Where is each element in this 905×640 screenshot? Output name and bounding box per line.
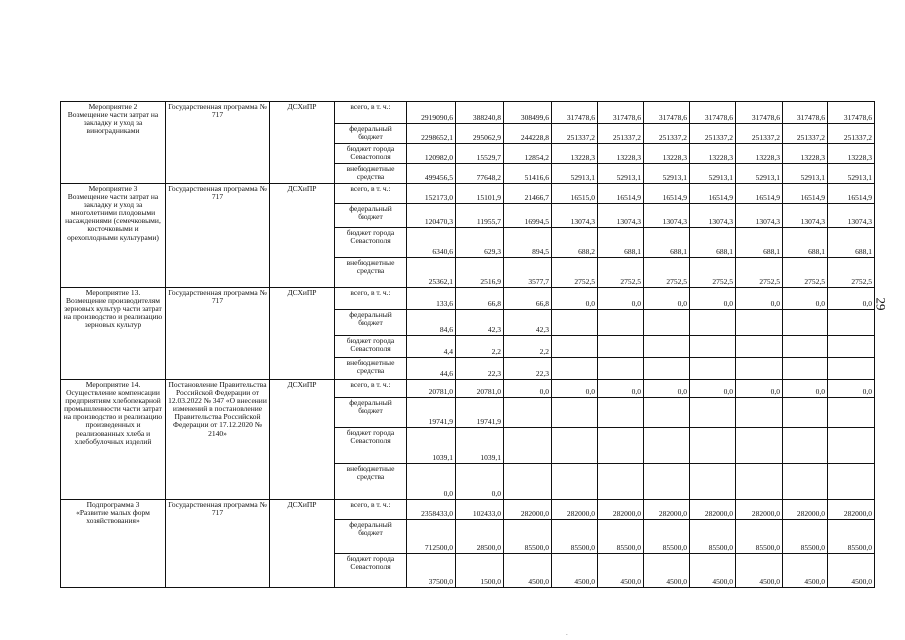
amount-cell: [690, 358, 736, 380]
amount-cell: 120470,3: [407, 204, 456, 228]
amount-cell: 0,0: [407, 464, 456, 500]
amount-cell: 13074,3: [736, 204, 783, 228]
amount-cell: 282000,0: [644, 500, 690, 520]
amount-cell: 4500,0: [736, 554, 783, 588]
amount-cell: 688,1: [828, 228, 875, 258]
amount-cell: 13228,3: [552, 144, 598, 164]
measure-name-cell: Мероприятие 13. Возмещение производителям зерновых культур части затрат на производство и реализацию зерновых культур: [61, 288, 166, 380]
amount-cell: [736, 398, 783, 428]
amount-cell: 2919090,6: [407, 102, 456, 124]
funding-source-cell: федеральный бюджет: [335, 520, 407, 554]
basis-cell: Государственная программа № 717: [166, 288, 270, 380]
amount-cell: 499456,5: [407, 164, 456, 184]
amount-cell: 1039,1: [456, 428, 504, 464]
amount-cell: 282000,0: [783, 500, 828, 520]
amount-cell: 251337,2: [598, 124, 644, 144]
amount-cell: 2752,5: [552, 258, 598, 288]
measure-name-cell: Мероприятие 3 Возмещение части затрат на закладку и уход за многолетними плодовыми насаждениями (семечковыми, косточковыми и орехоплодными культурами): [61, 184, 166, 288]
amount-cell: 688,1: [598, 228, 644, 258]
amount-cell: 2516,9: [456, 258, 504, 288]
amount-cell: 52913,1: [828, 164, 875, 184]
funding-source-cell: внебюджетные средства: [335, 258, 407, 288]
amount-cell: 16514,9: [783, 184, 828, 204]
amount-cell: [828, 336, 875, 358]
amount-cell: 85500,0: [504, 520, 552, 554]
amount-cell: 66,8: [504, 288, 552, 310]
measure-name-cell: Мероприятие 14. Осуществление компенсации предприятиям хлебопекарной промышленности части затрат на производство и реализацию произведенных и реализованных хлеба и хлебобулочных изделий: [61, 380, 166, 500]
amount-cell: 251337,2: [644, 124, 690, 144]
amount-cell: [504, 464, 552, 500]
amount-cell: 13228,3: [644, 144, 690, 164]
amount-cell: 4500,0: [783, 554, 828, 588]
basis-cell: Государственная программа № 717: [166, 102, 270, 184]
executor-cell: ДСХиПР: [270, 184, 335, 288]
amount-cell: 52913,1: [552, 164, 598, 184]
basis-cell: Постановление Правительства Российской Федерации от 12.03.2022 № 347 «О внесении изменений в постановление Правительства Российской Федерации от 17.12.2020 № 2140»: [166, 380, 270, 500]
budget-table-body: [61, 102, 875, 588]
amount-cell: 688,1: [644, 228, 690, 258]
amount-cell: [644, 428, 690, 464]
executor-cell: ДСХиПР: [270, 380, 335, 500]
amount-cell: [552, 398, 598, 428]
amount-cell: 15529,7: [456, 144, 504, 164]
amount-cell: 282000,0: [736, 500, 783, 520]
funding-source-cell: федеральный бюджет: [335, 124, 407, 144]
amount-cell: 2752,5: [598, 258, 644, 288]
amount-cell: 51416,6: [504, 164, 552, 184]
amount-cell: 20781,0: [407, 380, 456, 398]
amount-cell: 16994,5: [504, 204, 552, 228]
funding-source-cell: федеральный бюджет: [335, 398, 407, 428]
amount-cell: 688,1: [783, 228, 828, 258]
page-number: 29: [873, 297, 889, 311]
funding-source-cell: внебюджетные средства: [335, 464, 407, 500]
amount-cell: 2358433,0: [407, 500, 456, 520]
table-row: [61, 184, 875, 204]
amount-cell: 4500,0: [598, 554, 644, 588]
table-row: [61, 102, 875, 124]
amount-cell: 282000,0: [690, 500, 736, 520]
amount-cell: 133,6: [407, 288, 456, 310]
amount-cell: 13228,3: [598, 144, 644, 164]
amount-cell: 295062,9: [456, 124, 504, 144]
amount-cell: 688,2: [552, 228, 598, 258]
table-row: [61, 500, 875, 520]
amount-cell: 85500,0: [598, 520, 644, 554]
amount-cell: [598, 358, 644, 380]
funding-source-cell: всего, в т. ч.:: [335, 380, 407, 398]
funding-source-cell: всего, в т. ч.:: [335, 288, 407, 310]
amount-cell: 0,0: [644, 380, 690, 398]
amount-cell: 6340,6: [407, 228, 456, 258]
amount-cell: [690, 336, 736, 358]
amount-cell: 13074,3: [828, 204, 875, 228]
amount-cell: 44,6: [407, 358, 456, 380]
amount-cell: [828, 398, 875, 428]
amount-cell: 0,0: [736, 288, 783, 310]
amount-cell: 52913,1: [598, 164, 644, 184]
amount-cell: [598, 336, 644, 358]
amount-cell: 84,6: [407, 310, 456, 336]
amount-cell: 0,0: [504, 380, 552, 398]
funding-source-cell: бюджет города Севастополя: [335, 428, 407, 464]
amount-cell: 120982,0: [407, 144, 456, 164]
amount-cell: [690, 464, 736, 500]
funding-source-cell: бюджет города Севастополя: [335, 554, 407, 588]
amount-cell: 85500,0: [736, 520, 783, 554]
amount-cell: [828, 464, 875, 500]
amount-cell: [783, 336, 828, 358]
amount-cell: [736, 464, 783, 500]
amount-cell: 317478,6: [690, 102, 736, 124]
amount-cell: 13074,3: [598, 204, 644, 228]
funding-source-cell: внебюджетные средства: [335, 358, 407, 380]
executor-cell: ДСХиПР: [270, 288, 335, 380]
funding-source-cell: бюджет города Севастополя: [335, 336, 407, 358]
amount-cell: 0,0: [828, 288, 875, 310]
amount-cell: 244228,8: [504, 124, 552, 144]
footer-mark: .: [566, 629, 568, 637]
amount-cell: 52913,1: [690, 164, 736, 184]
amount-cell: 4500,0: [504, 554, 552, 588]
amount-cell: 25362,1: [407, 258, 456, 288]
amount-cell: 0,0: [690, 288, 736, 310]
amount-cell: [828, 358, 875, 380]
amount-cell: 4500,0: [552, 554, 598, 588]
amount-cell: [736, 428, 783, 464]
budget-table: [60, 101, 875, 588]
amount-cell: [552, 358, 598, 380]
amount-cell: [598, 398, 644, 428]
amount-cell: 13074,3: [690, 204, 736, 228]
amount-cell: 85500,0: [690, 520, 736, 554]
amount-cell: 4,4: [407, 336, 456, 358]
basis-cell: Государственная программа № 717: [166, 500, 270, 588]
amount-cell: [736, 336, 783, 358]
amount-cell: 19741,9: [407, 398, 456, 428]
amount-cell: 282000,0: [828, 500, 875, 520]
amount-cell: 85500,0: [828, 520, 875, 554]
amount-cell: 4500,0: [690, 554, 736, 588]
amount-cell: 282000,0: [598, 500, 644, 520]
amount-cell: 0,0: [828, 380, 875, 398]
amount-cell: 13228,3: [736, 144, 783, 164]
amount-cell: [644, 464, 690, 500]
amount-cell: 66,8: [456, 288, 504, 310]
amount-cell: 85500,0: [552, 520, 598, 554]
amount-cell: 712500,0: [407, 520, 456, 554]
amount-cell: 16514,9: [598, 184, 644, 204]
budget-table-container: [60, 101, 875, 588]
amount-cell: 13074,3: [552, 204, 598, 228]
amount-cell: 688,1: [690, 228, 736, 258]
amount-cell: [598, 310, 644, 336]
amount-cell: 3577,7: [504, 258, 552, 288]
basis-cell: Государственная программа № 717: [166, 184, 270, 288]
amount-cell: 0,0: [644, 288, 690, 310]
amount-cell: 2752,5: [690, 258, 736, 288]
amount-cell: 37500,0: [407, 554, 456, 588]
amount-cell: [552, 336, 598, 358]
amount-cell: 16515,0: [552, 184, 598, 204]
amount-cell: [828, 428, 875, 464]
amount-cell: 85500,0: [783, 520, 828, 554]
amount-cell: 4500,0: [644, 554, 690, 588]
amount-cell: 21466,7: [504, 184, 552, 204]
amount-cell: 317478,6: [598, 102, 644, 124]
amount-cell: 308499,6: [504, 102, 552, 124]
amount-cell: 251337,2: [552, 124, 598, 144]
measure-name-cell: Подпрограмма 3 «Развитие малых форм хозяйствования»: [61, 500, 166, 588]
amount-cell: 1500,0: [456, 554, 504, 588]
amount-cell: 42,3: [456, 310, 504, 336]
amount-cell: 16514,9: [736, 184, 783, 204]
amount-cell: [552, 310, 598, 336]
amount-cell: [828, 310, 875, 336]
amount-cell: 251337,2: [828, 124, 875, 144]
amount-cell: [504, 428, 552, 464]
amount-cell: 11955,7: [456, 204, 504, 228]
amount-cell: 282000,0: [504, 500, 552, 520]
amount-cell: 251337,2: [690, 124, 736, 144]
amount-cell: [552, 428, 598, 464]
amount-cell: 22,3: [504, 358, 552, 380]
amount-cell: [690, 398, 736, 428]
amount-cell: 388240,8: [456, 102, 504, 124]
funding-source-cell: всего, в т. ч.:: [335, 500, 407, 520]
amount-cell: 2752,5: [644, 258, 690, 288]
funding-source-cell: бюджет города Севастополя: [335, 144, 407, 164]
amount-cell: 52913,1: [736, 164, 783, 184]
amount-cell: 52913,1: [783, 164, 828, 184]
amount-cell: 152173,0: [407, 184, 456, 204]
funding-source-cell: федеральный бюджет: [335, 204, 407, 228]
funding-source-cell: всего, в т. ч.:: [335, 184, 407, 204]
measure-name-cell: Мероприятие 2 Возмещение части затрат на закладку и уход за виноградниками: [61, 102, 166, 184]
amount-cell: [644, 398, 690, 428]
amount-cell: 0,0: [783, 380, 828, 398]
amount-cell: [690, 310, 736, 336]
amount-cell: 317478,6: [644, 102, 690, 124]
executor-cell: ДСХиПР: [270, 500, 335, 588]
amount-cell: 42,3: [504, 310, 552, 336]
amount-cell: 2,2: [456, 336, 504, 358]
amount-cell: [504, 398, 552, 428]
amount-cell: 77648,2: [456, 164, 504, 184]
amount-cell: 0,0: [598, 380, 644, 398]
table-row: [61, 288, 875, 310]
amount-cell: 317478,6: [828, 102, 875, 124]
amount-cell: 0,0: [552, 288, 598, 310]
amount-cell: 20781,0: [456, 380, 504, 398]
amount-cell: [783, 428, 828, 464]
amount-cell: 28500,0: [456, 520, 504, 554]
amount-cell: 688,1: [736, 228, 783, 258]
amount-cell: 13228,3: [690, 144, 736, 164]
amount-cell: 317478,6: [783, 102, 828, 124]
amount-cell: [783, 398, 828, 428]
amount-cell: [644, 336, 690, 358]
amount-cell: 16514,9: [690, 184, 736, 204]
amount-cell: [598, 464, 644, 500]
amount-cell: 0,0: [690, 380, 736, 398]
amount-cell: [783, 464, 828, 500]
amount-cell: 22,3: [456, 358, 504, 380]
amount-cell: 15101,9: [456, 184, 504, 204]
amount-cell: 317478,6: [736, 102, 783, 124]
amount-cell: [644, 310, 690, 336]
amount-cell: [690, 428, 736, 464]
amount-cell: 16514,9: [828, 184, 875, 204]
amount-cell: 102433,0: [456, 500, 504, 520]
amount-cell: [552, 464, 598, 500]
amount-cell: 282000,0: [552, 500, 598, 520]
amount-cell: [736, 310, 783, 336]
executor-cell: ДСХиПР: [270, 102, 335, 184]
amount-cell: 2752,5: [783, 258, 828, 288]
amount-cell: 4500,0: [828, 554, 875, 588]
amount-cell: 12854,2: [504, 144, 552, 164]
amount-cell: 16514,9: [644, 184, 690, 204]
amount-cell: 251337,2: [736, 124, 783, 144]
amount-cell: 251337,2: [783, 124, 828, 144]
amount-cell: 13074,3: [644, 204, 690, 228]
amount-cell: 629,3: [456, 228, 504, 258]
amount-cell: 2298652,1: [407, 124, 456, 144]
amount-cell: 19741,9: [456, 398, 504, 428]
amount-cell: 1039,1: [407, 428, 456, 464]
table-row: [61, 380, 875, 398]
amount-cell: 13074,3: [783, 204, 828, 228]
amount-cell: [736, 358, 783, 380]
amount-cell: 0,0: [598, 288, 644, 310]
amount-cell: [644, 358, 690, 380]
funding-source-cell: всего, в т. ч.:: [335, 102, 407, 124]
amount-cell: 2,2: [504, 336, 552, 358]
amount-cell: 0,0: [552, 380, 598, 398]
amount-cell: 894,5: [504, 228, 552, 258]
amount-cell: [783, 310, 828, 336]
amount-cell: 0,0: [456, 464, 504, 500]
amount-cell: [598, 428, 644, 464]
amount-cell: 2752,5: [828, 258, 875, 288]
amount-cell: 52913,1: [644, 164, 690, 184]
amount-cell: 13228,3: [828, 144, 875, 164]
amount-cell: 0,0: [736, 380, 783, 398]
amount-cell: 317478,6: [552, 102, 598, 124]
amount-cell: 13228,3: [783, 144, 828, 164]
funding-source-cell: внебюджетные средства: [335, 164, 407, 184]
amount-cell: 2752,5: [736, 258, 783, 288]
funding-source-cell: федеральный бюджет: [335, 310, 407, 336]
funding-source-cell: бюджет города Севастополя: [335, 228, 407, 258]
amount-cell: 85500,0: [644, 520, 690, 554]
amount-cell: [783, 358, 828, 380]
amount-cell: 0,0: [783, 288, 828, 310]
